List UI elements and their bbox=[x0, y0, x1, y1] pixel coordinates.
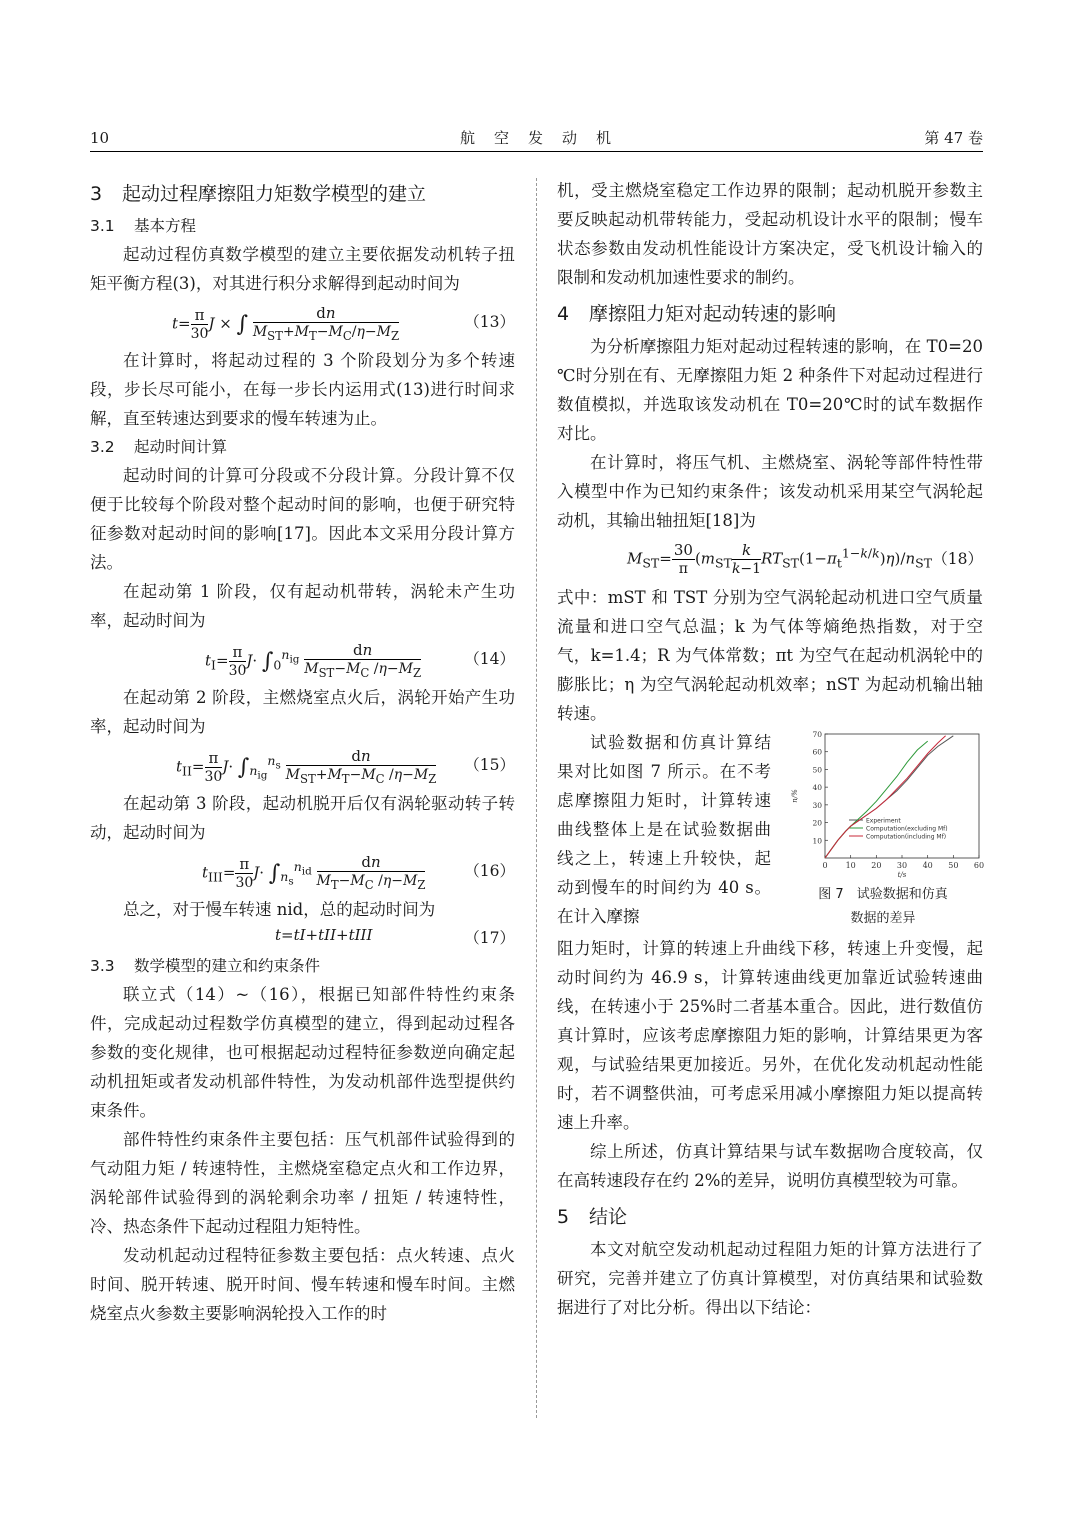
subsection-3-1-heading: 3.1 基本方程 bbox=[90, 217, 197, 235]
paragraph: 综上所述，仿真计算结果与试车数据吻合度较高，仅在高转速段存在约 2%的差异，说明仿真模型较为可靠。 bbox=[557, 1142, 983, 1190]
x-tick-label: 50 bbox=[948, 861, 959, 870]
x-tick-label: 20 bbox=[871, 861, 882, 870]
left-column bbox=[90, 176, 515, 1328]
x-tick-label: 30 bbox=[896, 861, 908, 870]
legend-label-2: Computation(excluding Mf) bbox=[866, 825, 948, 833]
equation-17: t=tI+tII+tIII （17） bbox=[275, 926, 515, 947]
paragraph: 试验数据和仿真计算结果对比如图 7 所示。在不考虑摩擦阻力矩时，计算转速曲线整体上是在试验数据曲线之上，转速上升较快，起动到慢车的时间约为 40 s。在计入摩擦 bbox=[557, 733, 771, 926]
paragraph: 在计算时，将起动过程的 3 个阶段划分为多个转速段，步长尽可能小，在每一步长内运用式(13)进行时间求解，直至转速达到要求的慢车转速为止。 bbox=[90, 351, 515, 428]
paragraph: 阻力矩时，计算的转速上升曲线下移，转速上升变慢，起动时间约为 46.9 s，计算转速曲线更加靠近试验转速曲线，在转速小于 25%时二者基本重合。因此，进行数值仿真计算时，应该考虑摩擦阻力矩的影响，计算结果更为客观，与试验结果更加接近。另外，在优化发动机起动性能时，若不调整供油，可考虑采用减小摩擦阻力矩以提高转速上升率。 bbox=[557, 939, 983, 1132]
x-tick-label: 0 bbox=[822, 861, 828, 870]
y-tick-label: 20 bbox=[812, 818, 822, 828]
paragraph: 起动过程仿真数学模型的建立主要依据发动机转子扭矩平衡方程(3)，对其进行积分求解得到起动时间为 bbox=[90, 245, 515, 293]
subsection-3-2-heading: 3.2 起动时间计算 bbox=[90, 438, 228, 456]
journal-title: 航 空 发 动 机 bbox=[459, 129, 613, 147]
paragraph: 在起动第 3 阶段，起动机脱开后仅有涡轮驱动转子转动，起动时间为 bbox=[90, 794, 515, 842]
y-tick-label: 40 bbox=[812, 783, 822, 793]
y-tick-label: 10 bbox=[812, 836, 822, 846]
equation-number: （18） bbox=[932, 550, 983, 568]
x-tick-label: 40 bbox=[922, 861, 933, 870]
equation-number: （13） bbox=[464, 313, 515, 331]
paragraph: 本文对航空发动机起动过程阻力矩的计算方法进行了研究，完善并建立了仿真计算模型，对仿真结果和试验数据进行了对比分析。得出以下结论： bbox=[557, 1240, 983, 1317]
paragraph: 部件特性约束条件主要包括：压气机部件试验得到的气动阻力矩 / 转速特性，主燃烧室稳定点火和工作边界，涡轮部件试验得到的涡轮剩余功率 / 扭矩 / 转速特性，冷、热态条件下起动过程阻力矩特性。 bbox=[90, 1130, 515, 1236]
y-tick-label: 30 bbox=[812, 800, 822, 810]
equation-number: （17） bbox=[464, 929, 515, 947]
y-tick-label: 50 bbox=[812, 765, 822, 775]
y-axis-label: n/% bbox=[791, 789, 799, 803]
equation-14: $t_I=$ $\frac{\pi}{30}$ $J\cdot \int_0^{n_{ig}}$ $\frac{dn}{M_{ST}-M_C /\eta-M_Z}$ （14） bbox=[205, 641, 515, 680]
volume-label: 第 47 卷 bbox=[924, 129, 983, 147]
paragraph: 机，受主燃烧室稳定工作边界的限制；起动机脱开参数主要反映起动机带转能力，受起动机设计水平的限制；慢车状态参数由发动机性能设计方案决定，受飞机设计输入的限制和发动机加速性要求的制约。 bbox=[557, 181, 983, 287]
subsection-3-3-heading: 3.3 数学模型的建立和约束条件 bbox=[90, 957, 321, 975]
equation-15: $t_{II}=$ $\frac{\pi}{30}$ $J\cdot \int_{n_{ig}}^{n_s}$ $\frac{dn}{M_{ST}+M_T-M_C /\eta-M_Z}$ （15） bbox=[176, 747, 515, 786]
paragraph: 在起动第 2 阶段，主燃烧室点火后，涡轮开始产生功率，起动时间为 bbox=[90, 688, 515, 736]
paragraph: 式中：mST 和 TST 分别为空气涡轮起动机进口空气质量流量和进口空气总温；k 为气体等熵绝热指数，对于空气，k=1.4；R 为气体常数；πt 为空气在起动机涡轮中的膨胀比；η 为空气涡轮起动机效率；nST 为起动机输出轴转速。 bbox=[557, 588, 983, 723]
x-axis-label: t/s bbox=[897, 871, 907, 879]
equation-18: $M_{ST}=$ $\frac{30}{\pi}$ ($m_{ST}$ $\frac{k}{k-1}$ $RT_{ST}(1-\pi_t^{1-k/k})\eta)/n_{ST}$ （18） bbox=[627, 541, 983, 577]
speed-chart bbox=[783, 728, 983, 878]
equation-number: （14） bbox=[464, 650, 515, 668]
right-column bbox=[557, 176, 983, 1322]
paragraph: 起动时间的计算可分段或不分段计算。分段计算不仅便于比较每个阶段对整个起动时间的影响，也便于研究特征参数对起动时间的影响[17]。因此本文采用分段计算方法。 bbox=[90, 466, 515, 572]
figure-7 bbox=[783, 728, 983, 928]
equation-number: （16） bbox=[464, 862, 515, 880]
paragraph: 在起动第 1 阶段，仅有起动机带转，涡轮未产生功率，起动时间为 bbox=[90, 582, 515, 630]
x-tick-label: 60 bbox=[973, 861, 985, 870]
paragraph: 联立式（14）~（16），根据已知部件特性约束条件，完成起动过程数学仿真模型的建立，得到起动过程各参数的变化规律，也可根据起动过程特征参数逆向确定起动机扭矩或者发动机部件特性，为发动机部件选型提供约束条件。 bbox=[90, 985, 515, 1120]
section-3-heading: 3 起动过程摩擦阻力矩数学模型的建立 bbox=[90, 183, 427, 205]
equation-16: $t_{III}=$ $\frac{\pi}{30}$ $J\cdot \int_{n_s}^{n_{id}}$ $\frac{dn}{M_T-M_C /\eta-M_Z}$ （16） bbox=[202, 853, 515, 892]
paragraph: 发动机起动过程特征参数主要包括：点火转速、点火时间、脱开转速、脱开时间、慢车转速和慢车时间。主燃烧室点火参数主要影响涡轮投入工作的时 bbox=[90, 1246, 515, 1323]
paragraph: 为分析摩擦阻力矩对起动过程转速的影响，在 T0=20 ℃时分别在有、无摩擦阻力矩 2 种条件下对起动过程进行数值模拟，并选取该发动机在 T0=20℃时的试车数据作对比。 bbox=[557, 337, 983, 443]
y-tick-label: 60 bbox=[812, 747, 822, 757]
figure-caption-line1: 图 7 试验数据和仿真 bbox=[818, 887, 948, 902]
figure-caption-line2: 数据的差异 bbox=[850, 911, 916, 926]
y-tick-label: 70 bbox=[812, 730, 822, 739]
header-rule bbox=[90, 151, 983, 152]
x-tick-label: 10 bbox=[845, 861, 856, 870]
legend-label-3: Computation(including Mf) bbox=[866, 833, 947, 841]
paragraph: 在计算时，将压气机、主燃烧室、涡轮等部件特性带入模型中作为已知约束条件；该发动机采用某空气涡轮起动机，其输出轴扭矩[18]为 bbox=[557, 453, 983, 530]
figure-wrap bbox=[557, 728, 983, 934]
column-divider bbox=[536, 178, 537, 1418]
equation-number: （15） bbox=[464, 756, 515, 774]
legend-label-1: Experiment bbox=[866, 817, 901, 825]
section-5-heading: 5 结论 bbox=[557, 1206, 628, 1228]
section-4-heading: 4 摩擦阻力矩对起动转速的影响 bbox=[557, 303, 837, 325]
equation-13: t= $\frac{\pi}{30}$ J × ∫ $\frac{dn}{M_{ST}+M_T-M_C/\eta-M_Z}$ （13） bbox=[172, 304, 515, 343]
page-number: 10 bbox=[90, 129, 110, 147]
paragraph: 总之，对于慢车转速 nid，总的起动时间为 bbox=[123, 900, 436, 919]
